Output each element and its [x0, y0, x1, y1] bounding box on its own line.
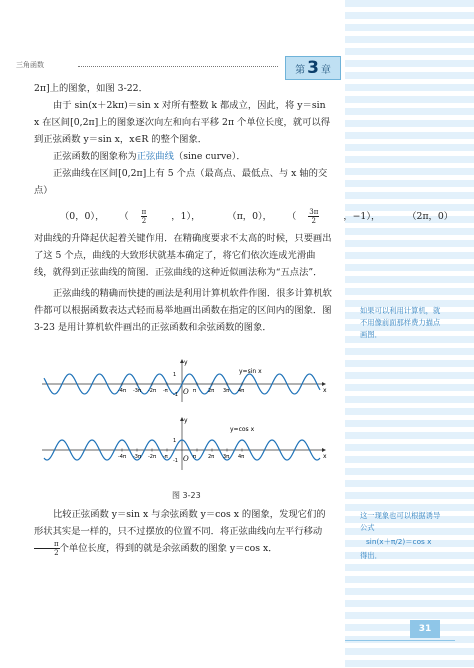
tick-label: -4π	[118, 388, 126, 394]
tick-label: 2π	[208, 454, 215, 460]
five-key-points	[60, 208, 465, 225]
frac-pi-2: $\frac{\pi}{2}$	[141, 208, 147, 225]
point-3: （π，0），	[227, 211, 272, 222]
paragraph-0: 2π]上的图象，如图 3-22．	[34, 83, 148, 94]
paragraph-3: 正弦曲线在区间[0,2π]上有 5 个点（最高点、最低点、与 x 轴的交点）	[34, 168, 328, 196]
frac-pi-over-2: $\frac{\pi}{2}$	[34, 540, 60, 557]
tick-label: -2π	[148, 388, 156, 394]
tick-label: 2π	[208, 388, 215, 394]
sin-origin: O	[183, 388, 189, 396]
sidenote-2-b: 得出．	[360, 551, 382, 560]
y-tick-label: 1	[173, 438, 177, 444]
cos-x-arrow	[322, 448, 326, 452]
tick-label: -π	[163, 388, 168, 394]
tick-label: -3π	[133, 388, 141, 394]
page-number-line	[345, 640, 455, 641]
chapter-badge	[285, 56, 341, 80]
y-tick-label: -1	[173, 392, 178, 398]
paragraph-2-before: 正弦函数的图象称为	[53, 151, 137, 162]
sidenote-induction-formula	[360, 510, 442, 562]
term-sine-curve: 正弦曲线	[136, 151, 174, 162]
body-text-middle	[34, 230, 332, 336]
sidenote-computer: 如果可以利用计算机，就不用像前面那样费力描点画图．	[360, 306, 441, 339]
sin-label: y=sin x	[239, 368, 262, 375]
paragraph-1: 由于 sin(x＋2kπ)＝sin x 对所有整数 k 都成立，因此，将 y＝sin x 在区间[0,2π]上的图象逐次向左和向右平移 2π 个单位长度，就可以得到正弦函数 y＝sin x，x∈R 的整个图象．	[34, 100, 331, 145]
figure-caption: 图 3-23	[172, 491, 201, 500]
y-tick-label: 1	[173, 372, 177, 378]
tick-label: π	[193, 454, 197, 460]
sin-cos-graph	[34, 358, 334, 476]
paragraph-2	[34, 148, 332, 165]
page-number: 31	[410, 620, 440, 638]
sin-y-label: y	[184, 359, 188, 366]
paragraph-2-after: （sine curve）．	[173, 151, 246, 162]
paragraph-6	[34, 506, 332, 557]
chapter-number: 3	[307, 58, 319, 78]
tick-label: 3π	[223, 454, 230, 460]
cos-label: y=cos x	[230, 426, 255, 433]
point-2: （ $\frac{\pi}{2}$ ，1），	[119, 208, 201, 225]
chapter-suffix: 章	[320, 64, 331, 76]
tick-label: π	[193, 388, 197, 394]
header-dotted-line	[78, 66, 278, 67]
tick-label: -π	[163, 454, 168, 460]
y-tick-label: -1	[173, 458, 178, 464]
sin-x-arrow	[322, 382, 326, 386]
cos-origin: O	[183, 455, 189, 463]
point-5: （2π，0）	[407, 211, 454, 222]
frac-3pi-2: $\frac{3\pi}{2}$	[309, 208, 319, 225]
sin-x-label: x	[323, 387, 327, 394]
chapter-prefix: 第	[295, 64, 306, 76]
cos-y-label: y	[184, 417, 188, 424]
paragraph-6-b: 个单位长度，得到的就是余弦函数的图象 y＝cos x．	[59, 543, 278, 554]
body-text-top	[34, 80, 332, 199]
tick-label: 4π	[238, 388, 245, 394]
paragraph-4: 对曲线的升降起伏起着关键作用．在精确度要求不太高的时候，只要画出了这 5 个点，曲线的大致形状就基本确定了，将它们依次连成光滑曲线，就得到正弦曲线的简图．正弦曲线的这种近似画法称为“五点法”．	[34, 233, 332, 278]
point-1: （0，0），	[60, 211, 105, 222]
tick-label: -3π	[133, 454, 141, 460]
figure-3-23	[34, 358, 334, 476]
sidenote-2-formula: sin(x＋π/2)＝cos x	[366, 537, 432, 546]
tick-label: 4π	[238, 454, 245, 460]
paragraph-5: 正弦曲线的精确而快捷的画法是利用计算机软件作图．很多计算机软件都可以根据函数表达式轻而易举地画出函数在指定的区间内的图象．图 3-23 是用计算机软件画出的正弦函数和余弦函数的图象．	[34, 288, 332, 333]
paragraph-6-a: 比较正弦函数 y＝sin x 与余弦函数 y＝cos x 的图象，发现它们的形状其实是一样的，只不过摆放的位置不同．将正弦曲线向左平行移动	[34, 509, 326, 537]
tick-label: -4π	[118, 454, 126, 460]
point-4: （ $\frac{3\pi}{2}$ ，−1），	[286, 208, 381, 225]
section-title: 三角函数	[16, 61, 44, 69]
tick-label: 3π	[223, 388, 230, 394]
body-text-bottom	[34, 506, 332, 557]
cos-x-label: x	[323, 453, 327, 460]
tick-label: -2π	[148, 454, 156, 460]
sidenote-2-a: 这一现象也可以根据诱导公式	[360, 511, 441, 532]
